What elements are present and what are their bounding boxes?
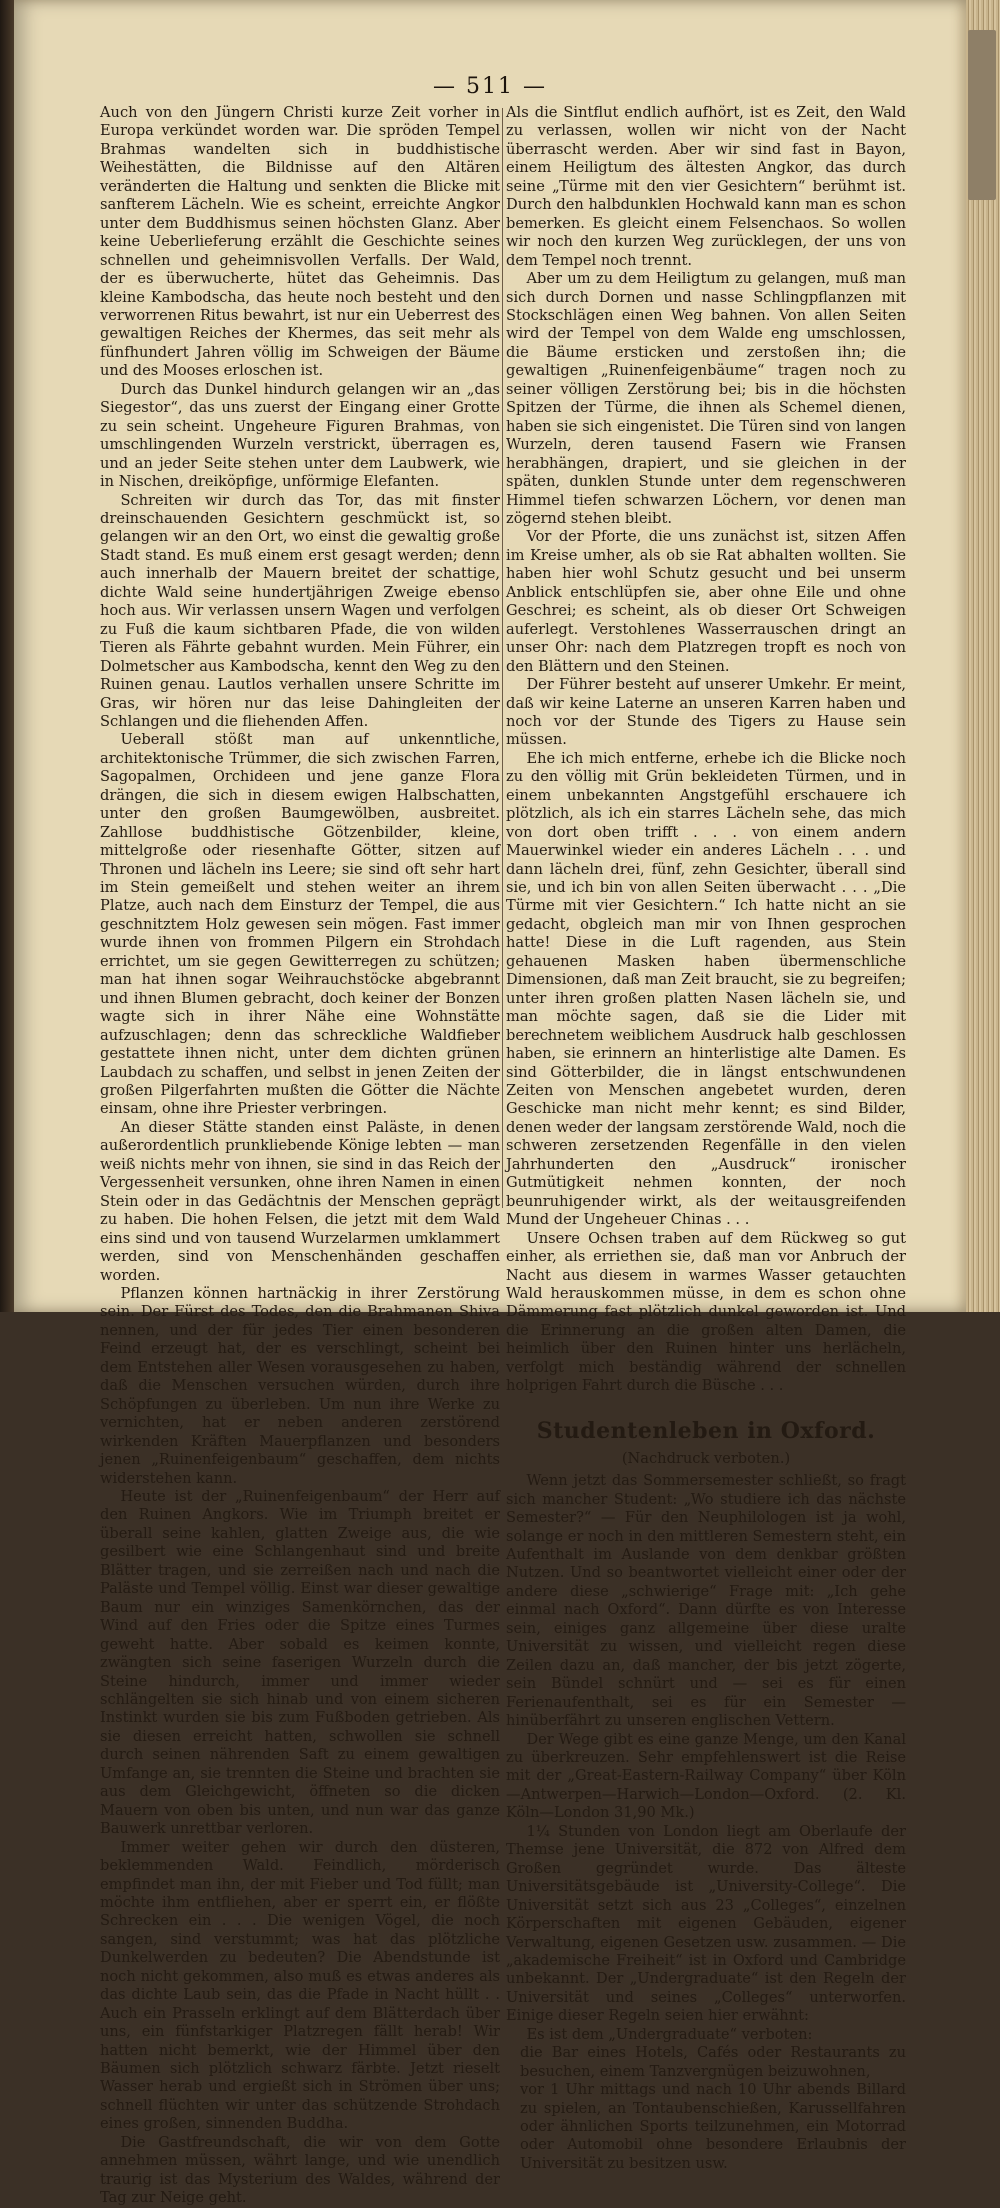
article-paragraph: Wenn jetzt das Sommersemester schließt, so fragt sich mancher Student: „Wo studiere ich das nächste Semester?“ — Für den Neuphilologen ist ja wohl, solange er noch in den mittleren Semestern steht, ein Aufenthalt im Auslande von dem denkbar größten Nutzen. Und so beantwortet vielleicht einer oder der andere diese „schwierige“ Frage mit: „Ich gehe einmal nach Oxford“. Dann dürfte es von Interesse sein, einiges ganz allgemeine über diese uralte Universität zu wissen, und vielleicht regen diese Zeilen dazu an, daß mancher, der bis jetzt zögerte, sein Bündel schnürt und — sei es für einen Ferienaufenthalt, sei es für ein Semester — hinüberfährt zu unseren englischen Vettern.: [506, 1472, 906, 1730]
right-paragraph: Ehe ich mich entferne, erhebe ich die Blicke noch zu den völlig mit Grün bekleideten Türmen, und in einem unbekannten Angstgefühl erschauere ich plötzlich, als ich ein starres Lächeln sehe, das mich von dort oben trifft . . . von einem andern Mauerwinkel wieder ein anderes Lächeln . . . und dann lächeln drei, fünf, zehn Gesichter, überall sind sie, und ich bin von allen Seiten überwacht . . . „Die Türme mit vier Gesichtern.“ Ich hatte nicht an sie gedacht, obgleich man mir von Ihnen gesprochen hatte! Diese in die Luft ragenden, aus Stein gehauenen Masken haben übermenschliche Dimensionen, daß man Zeit braucht, sie zu begreifen; unter ihren großen platten Nasen lächeln sie, und man möchte sagen, daß sie die Lider mit berechnetem weiblichem Ausdruck halb geschlossen haben, sie erinnern an hinterlistige alte Damen. Es sind Götterbilder, die in längst entschwundenen Zeiten von Menschen angebetet wurden, deren Geschicke man nicht mehr kennt; es sind Bilder, denen weder der langsam zerstörende Wald, noch die schweren zersetzenden Regenfälle in den vielen Jahrhunderten den „Ausdruck“ ironischer Gutmütigkeit nehmen konnten, der noch beunruhigender wirkt, als der weitausgreifenden Mund der Ungeheuer Chinas . . .: [506, 749, 906, 1229]
right-paragraph: Der Führer besteht auf unserer Umkehr. Er meint, daß wir keine Laterne an unseren Karren haben und noch vor der Stunde des Tigers zu Hause sein müssen.: [506, 676, 906, 749]
bookmark-tab: [968, 30, 996, 200]
left-paragraph: Pflanzen können hartnäckig in ihrer Zerstörung sein. Der Fürst des Todes, den die Brahmanen Shiva nennen, und der für jedes Tier einen besonderen Feind erzeugt hat, der es verschlingt, scheint bei dem Entstehen aller Wesen vorausgesehen zu haben, daß die Menschen versuchen würden, durch ihre Schöpfungen zu überleben. Um nun ihre Werke zu vernichten, hat er neben anderen zerstörend wirkenden Kräften Mauerpflanzen und besonders jenen „Ruinenfeigenbaum“ geschaffen, dem nichts widerstehen kann.: [100, 1285, 500, 1487]
left-paragraph: Schreiten wir durch das Tor, das mit finster dreinschauenden Gesichtern geschmückt ist, so gelangen wir an den Ort, wo einst die gewaltig große Stadt stand. Es muß einem erst gesagt werden; denn auch innerhalb der Mauern breitet der schattige, dichte Wald seine hundertjährigen Zweige ebenso hoch aus. Wir verlassen unsern Wagen und verfolgen zu Fuß die kaum sichtbaren Pfade, die von wilden Tieren als Fährte gebahnt wurden. Mein Führer, ein Dolmetscher aus Kambodscha, kennt den Weg zu den Ruinen genau. Lautlos verhallen unsere Schritte im Gras, wir hören nur das leise Dahingleiten der Schlangen und die fliehenden Affen.: [100, 491, 500, 730]
right-paragraph: Vor der Pforte, die uns zunächst ist, sitzen Affen im Kreise umher, als ob sie Rat abhalten wollten. Sie haben hier wohl Schutz gesucht und bei unserm Anblick entschlüpfen sie, aber ohne Eile und ohne Geschrei; es scheint, als ob dieser Ort Schweigen auferlegt. Verstohlenes Wasserrauschen dringt an unser Ohr: nach dem Platzregen tropft es noch von den Blättern und den Steinen.: [506, 528, 906, 675]
right-column: [506, 104, 906, 2173]
left-paragraph: An dieser Stätte standen einst Paläste, in denen außerordentlich prunkliebende Könige lebten — man weiß nichts mehr von ihnen, sie sind in das Reich der Vergessenheit versunken, ohne ihren Namen in einen Stein oder in das Gedächtnis der Menschen geprägt zu haben. Die hohen Felsen, die jetzt mit dem Wald eins sind und von tausend Wurzelarmen umklammert werden, sind von Menschenhänden geschaffen worden.: [100, 1118, 500, 1284]
article-title: Studentenleben in Oxford.: [536, 1417, 876, 1444]
left-paragraph: Heute ist der „Ruinenfeigenbaum“ der Herr auf den Ruinen Angkors. Wie im Triumph breitet er überall seine kahlen, glatten Zweige aus, die wie gesilbert wie eine Schlangenhaut sind und breite Blätter tragen, und sie zerreißen nach und nach die Paläste und Tempel völlig. Einst war dieser gewaltige Baum nur ein winziges Samenkörnchen, das der Wind auf den Fries oder die Spitze eines Turmes geweht hatte. Aber sobald es keimen konnte, zwängten sich seine faserigen Wurzeln durch die Steine hindurch, immer und immer wieder schlängelten sie sich hinab und von einem sicheren Instinkt wurden sie bis zum Fußboden getrieben. Als sie diesen erreicht hatten, schwollen sie schnell durch seinen nährenden Saft zu einem gewaltigen Umfange an, sie trennten die Steine und brachten sie aus dem Gleichgewicht, öffneten so die dicken Mauern von oben bis unten, und nun war das ganze Bauwerk unrettbar verloren.: [100, 1487, 500, 1838]
left-paragraph: Auch von den Jüngern Christi kurze Zeit vorher in Europa verkündet worden war. Die spröden Tempel Brahmas wandelten sich in buddhistische Weihestätten, die Bildnisse auf den Altären veränderten die Haltung und senkten die Blicke mit sanfterem Lächeln. Wie es scheint, erreichte Angkor unter dem Buddhismus seinen höchsten Glanz. Aber keine Ueberlieferung erzählt die Geschichte seines schnellen und geheimnisvollen Verfalls. Der Wald, der es überwucherte, hütet das Geheimnis. Das kleine Kambodscha, das heute noch besteht und den verworrenen Ritus bewahrt, ist nur ein Ueberrest des gewaltigen Reiches der Khermes, das seit mehr als fünfhundert Jahren völlig im Schweigen der Bäume und des Mooses erloschen ist.: [100, 104, 500, 380]
article-list-item: vor 1 Uhr mittags und nach 10 Uhr abends Billard zu spielen, an Tontaubenschießen, Karussellfahren oder ähnlichen Sports teilzunehmen, ein Motorrad oder Automobil ohne besondere Erlaubnis der Universität zu besitzen usw.: [520, 2081, 906, 2172]
book-spine: [0, 0, 14, 1312]
book-page: [14, 0, 966, 2207]
left-paragraph: Durch das Dunkel hindurch gelangen wir an „das Siegestor“, das uns zuerst der Eingang einer Grotte zu sein scheint. Ungeheure Figuren Brahmas, von umschlingenden Wurzeln verstrickt, überragen es, und an jeder Seite stehen unter dem Laubwerk, wie in Nischen, dreiköpfige, unförmige Elefanten.: [100, 380, 500, 491]
page-number: — 511 —: [433, 74, 547, 99]
column-divider: [502, 108, 503, 1208]
right-paragraph: Aber um zu dem Heiligtum zu gelangen, muß man sich durch Dornen und nasse Schlingpflanzen mit Stockschlägen einen Weg bahnen. Von allen Seiten wird der Tempel von dem Walde eng umschlossen, die Bäume ersticken und zerstoßen ihn; die gewaltigen „Ruinenfeigenbäume“ tragen noch zu seiner völligen Zerstörung bei; bis in die höchsten Spitzen der Türme, die ihnen als Schemel dienen, haben sie sich eingenistet. Die Türen sind von langen Wurzeln, deren tausend Fasern wie Fransen herabhängen, drapiert, und sie gleichen in der späten, dunklen Stunde unter dem regenschweren Himmel tiefen schwarzen Löchern, vor denen man zögernd stehen bleibt.: [506, 270, 906, 527]
article-paragraph: Der Wege gibt es eine ganze Menge, um den Kanal zu überkreuzen. Sehr empfehlenswert ist die Reise mit der „Great-Eastern-Railway Company“ über Köln—Antwerpen—Harwich—London—Oxford. (2. Kl. Köln—London 31,90 Mk.): [506, 1730, 906, 1822]
article-reprint-note: (Nachdruck verboten.): [621, 1449, 791, 1467]
left-paragraph: Ueberall stößt man auf unkenntliche, architektonische Trümmer, die sich zwischen Farren, Sagopalmen, Orchideen und jene ganze Flora drängen, die sich in diesem ewigen Halbschatten, unter den großen Baumgewölben, ausbreitet. Zahllose buddhistische Götzenbilder, kleine, mittelgroße oder riesenhafte Götter, sitzen auf Thronen und lächeln ins Leere; sie sind oft sehr hart im Stein gemeißelt und stehen weiter an ihrem Platze, auch nach dem Einsturz der Tempel, die aus geschnitztem Holz gewesen sein mögen. Fast immer wurde ihnen von frommen Pilgern ein Strohdach errichtet, um sie gegen Gewitterregen zu schützen; man hat ihnen sogar Weihrauchstöcke abgebrannt und ihnen Blumen gebracht, doch keiner der Bonzen wagte sich in ihrer Nähe eine Wohnstätte aufzuschlagen; denn das schreckliche Waldfieber gestattete ihnen nicht, unter dem dichten grünen Laubdach zu schaffen, und selbst in jenen Zeiten der großen Pilgerfahrten mußten die Götter die Nächte einsam, ohne ihre Priester verbringen.: [100, 731, 500, 1118]
article-paragraph: 1¼ Stunden von London liegt am Oberlaufe der Themse jene Universität, die 872 von Alfred dem Großen gegründet wurde. Das älteste Universitätsgebäude ist „University-College“. Die Universität setzt sich aus 23 „Colleges“, einzelnen Körperschaften mit eigenen Gebäuden, eigener Verwaltung, eigenen Gesetzen usw. zusammen. — Die „akademische Freiheit“ ist in Oxford und Cambridge unbekannt. Der „Undergraduate“ ist den Regeln der Universität und seines „Colleges“ unterworfen. Einige dieser Regeln seien hier erwähnt:: [506, 1822, 906, 2025]
right-paragraph: Unsere Ochsen traben auf dem Rückweg so gut einher, als erriethen sie, daß man vor Anbruch der Nacht aus diesem in warmes Wasser getauchten Wald herauskommen müsse, in dem es schon ohne Dämmerung fast plötzlich dunkel geworden ist. Und die Erinnerung an die großen alten Damen, die heimlich über den Ruinen hinter uns herlächeln, verfolgt mich beständig während der schnellen holprigen Fahrt durch die Büsche . . .: [506, 1229, 906, 1395]
article-list-item: die Bar eines Hotels, Cafés oder Restaurants zu besuchen, einem Tanzvergnügen beizuwohnen,: [520, 2044, 906, 2080]
left-paragraph: Die Gastfreundschaft, die wir von dem Gotte annehmen müssen, währt lange, und wie unendlich traurig ist das Mysterium des Waldes, während der Tag zur Neige geht.: [100, 2133, 500, 2207]
article-paragraph: Es ist dem „Undergraduate“ verboten:: [526, 2025, 813, 2043]
left-column: [100, 104, 500, 2208]
left-paragraph: Immer weiter gehen wir durch den düsteren, beklemmenden Wald. Feindlich, mörderisch empfindet man ihn, der mit Fieber und Tod füllt; man möchte ihm entfliehen, aber er sperrt ein, er flößte Schrecken ein . . . Die wenigen Vögel, die noch sangen, sind verstummt; was hat das plötzliche Dunkelwerden zu bedeuten? Die Abendstunde ist noch nicht gekommen, also muß es etwas anderes als das dichte Laub sein, das die Pfade in Nacht hüllt . . Auch ein Prasseln erklingt auf dem Blätterdach über uns, ein fünfstarkiger Platzregen fällt herab! Wir hatten nicht bemerkt, wie der Himmel über den Bäumen sich plötzlich schwarz färbte. Jetzt rieselt Wasser herab und ergießt sich in Strömen über uns; schnell flüchten wir unter das schützende Strohdach eines großen, sinnenden Buddha.: [100, 1838, 500, 2133]
right-paragraph: Als die Sintflut endlich aufhört, ist es Zeit, den Wald zu verlassen, wollen wir nicht von der Nacht überrascht werden. Aber wir sind fast in Bayon, einem Heiligtum des ältesten Angkor, das durch seine „Türme mit den vier Gesichtern“ berühmt ist. Durch den halbdunklen Hochwald kann man es schon bemerken. Es gleicht einem Felsenchaos. So wollen wir noch den kurzen Weg zurücklegen, der uns von dem Tempel noch trennt.: [506, 104, 906, 269]
